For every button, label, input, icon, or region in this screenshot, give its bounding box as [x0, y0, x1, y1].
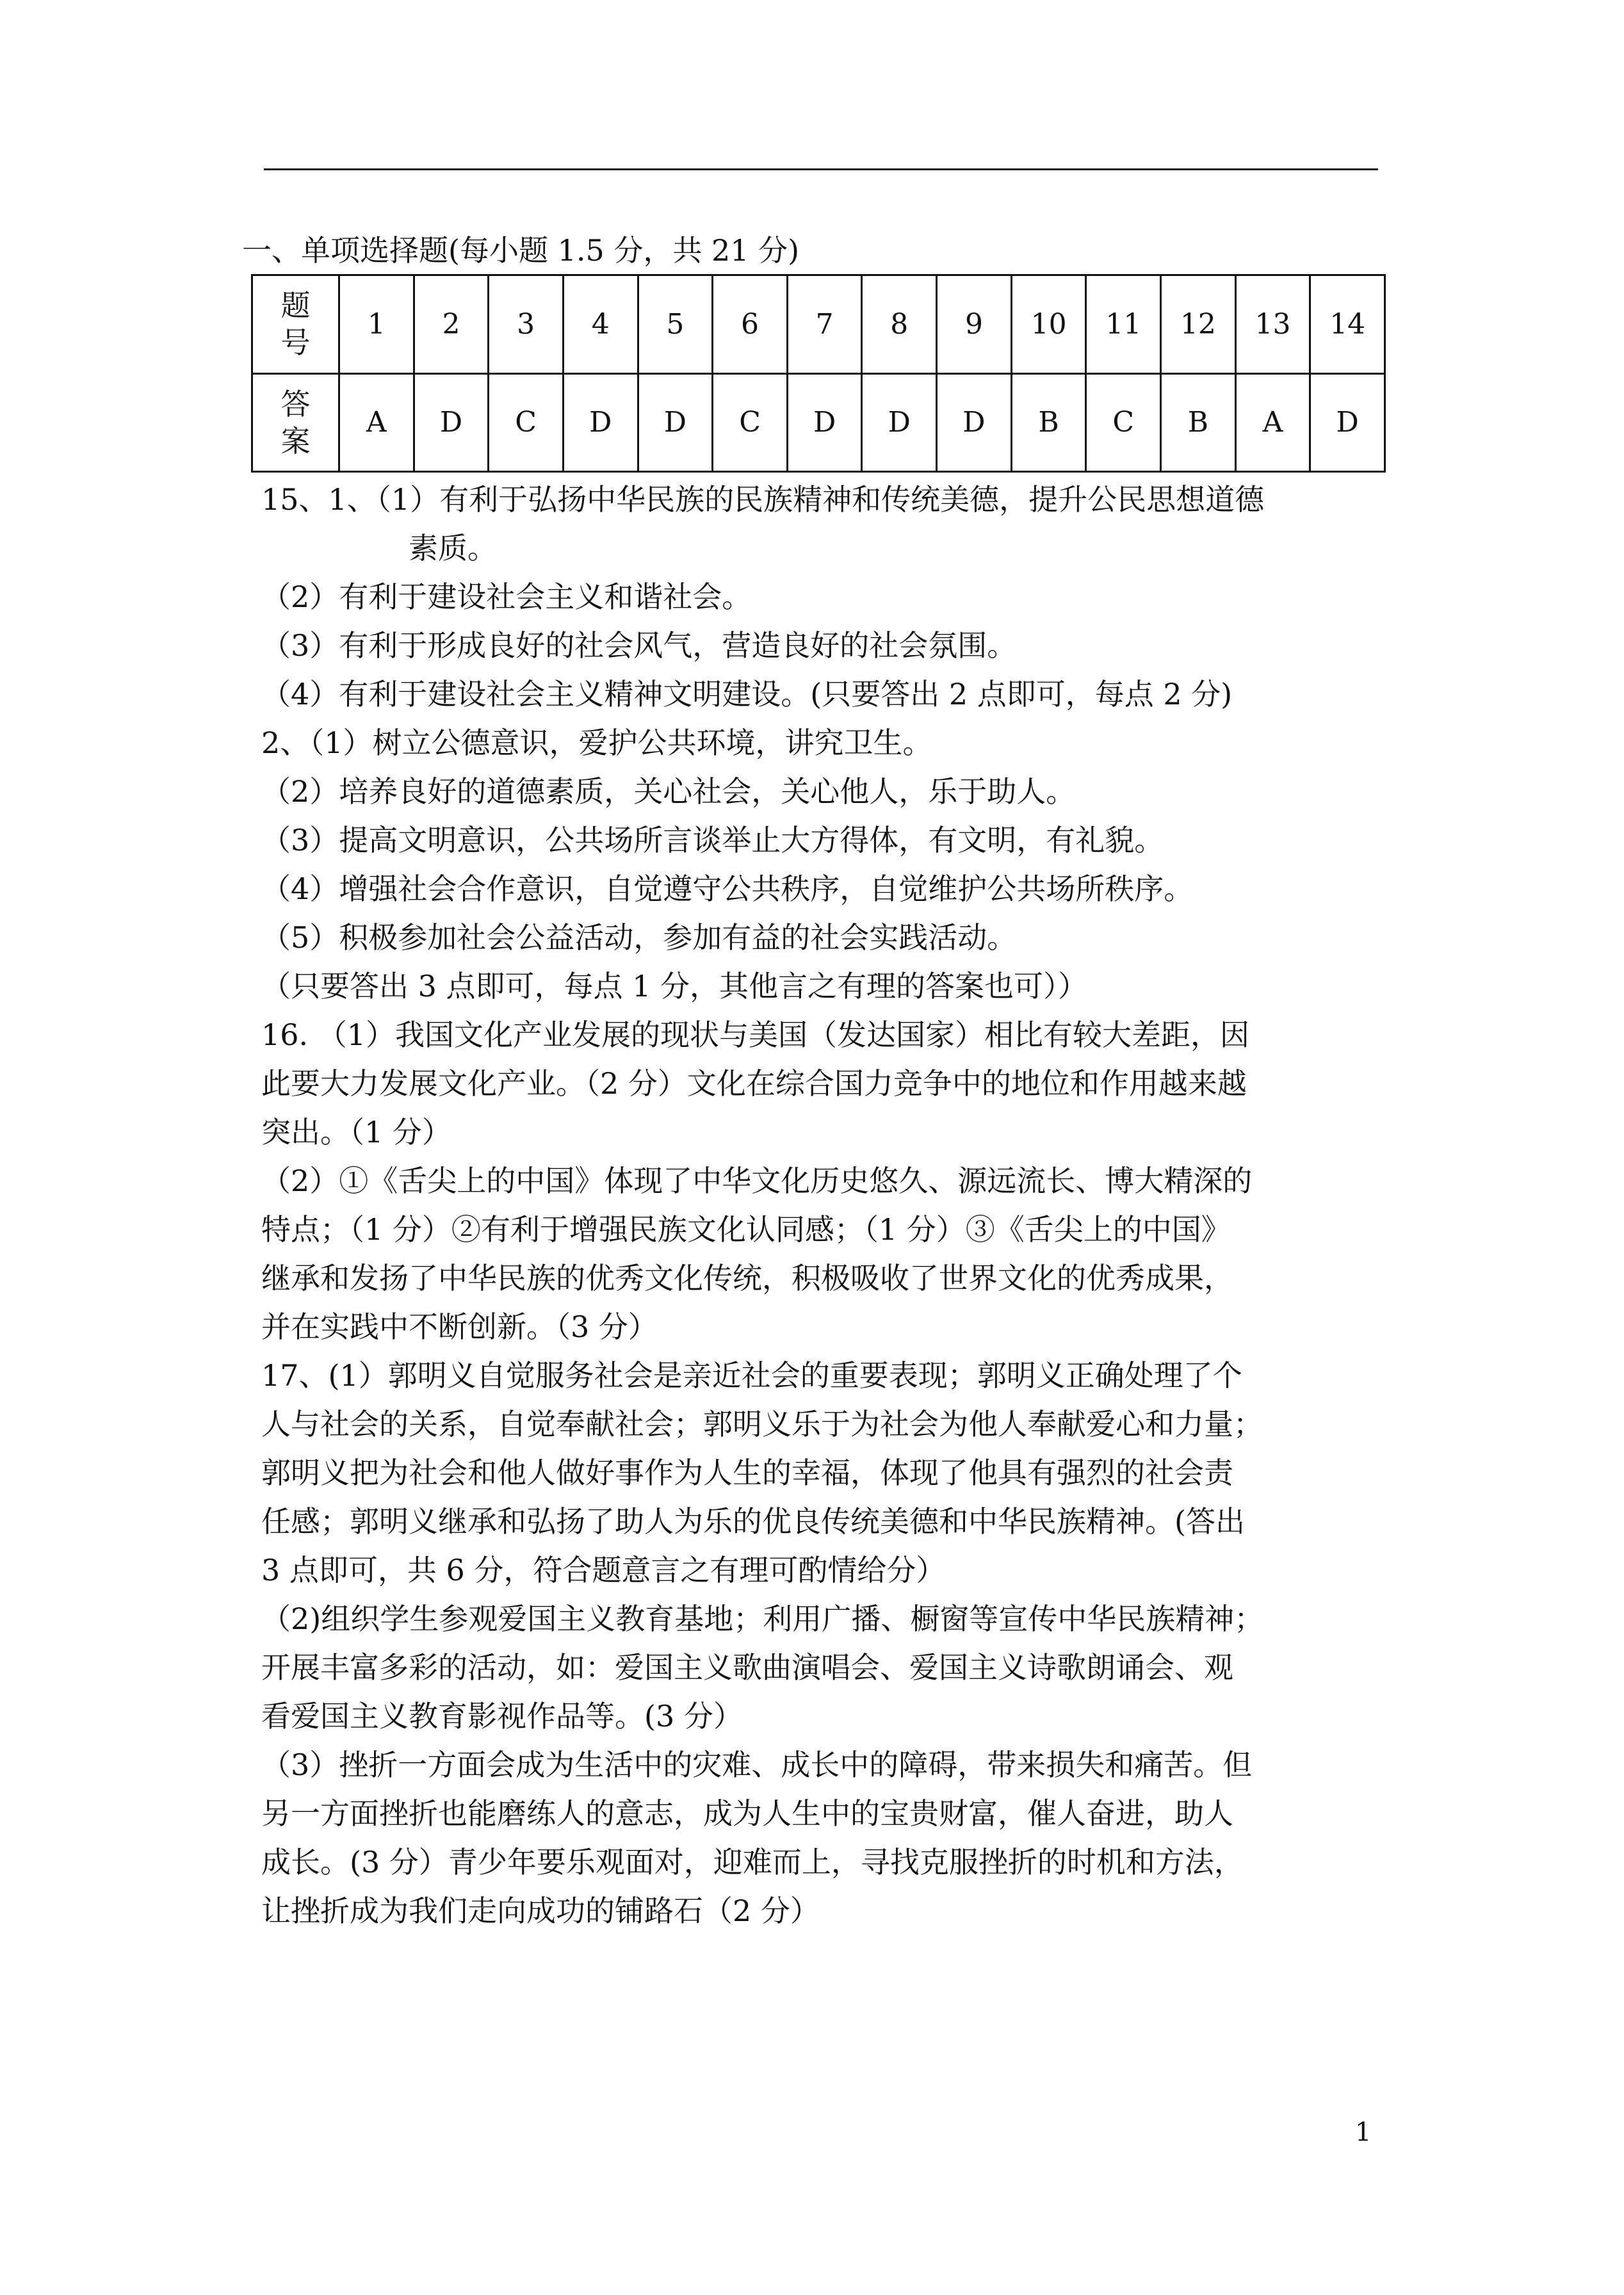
question-number-cell: 10 — [1011, 275, 1086, 374]
text-line: （4）有利于建设社会主义精神文明建设。(只要答出 2 点即可，每点 2 分) — [261, 677, 1233, 711]
answer-cell: C — [1086, 373, 1161, 472]
page-number: 1 — [1355, 2118, 1372, 2147]
text-line: 另一方面挫折也能磨练人的意志，成为人生中的宝贵财富，催人奋进，助人 — [261, 1796, 1233, 1831]
text-line: 人与社会的关系，自觉奉献社会；郭明义乐于为社会为他人奉献爱心和力量； — [261, 1407, 1263, 1441]
text-line: 17、(1）郭明义自觉服务社会是亲近社会的重要表现；郭明义正确处理了个 — [261, 1358, 1242, 1393]
row-header-char: 答 — [280, 386, 311, 421]
question-number-cell: 12 — [1161, 275, 1236, 374]
answer-cell: A — [1235, 373, 1310, 472]
text-line: （2)组织学生参观爱国主义教育基地；利用广播、橱窗等宣传中华民族精神； — [261, 1602, 1264, 1636]
answer-cell: B — [1011, 373, 1086, 472]
answer-table — [251, 274, 1386, 473]
question-number-cell: 7 — [787, 275, 862, 374]
question-number-cell: 2 — [414, 275, 489, 374]
row-header-char: 案 — [280, 423, 311, 458]
answer-cell: D — [1310, 373, 1385, 472]
text-line: 2、（1）树立公德意识，爱护公共环境，讲究卫生。 — [261, 726, 932, 760]
question-number-cell: 1 — [339, 275, 414, 374]
text-line: 让挫折成为我们走向成功的铺路石（2 分） — [261, 1894, 820, 1928]
text-line: 素质。 — [261, 531, 497, 565]
answer-row — [252, 373, 1385, 472]
text-line: （5）积极参加社会公益活动，参加有益的社会实践活动。 — [261, 920, 1017, 955]
text-line: 特点；（1 分）②有利于增强民族文化认同感；（1 分）③《舌尖上的中国》 — [261, 1212, 1231, 1247]
text-line: （4）增强社会合作意识，自觉遵守公共秩序，自觉维护公共场所秩序。 — [261, 872, 1194, 906]
answer-cell: D — [862, 373, 937, 472]
question-number-cell: 13 — [1235, 275, 1310, 374]
question-number-row — [252, 275, 1385, 374]
text-line: 突出。（1 分） — [261, 1115, 451, 1149]
text-line: 成长。(3 分）青少年要乐观面对，迎难而上，寻找克服挫折的时机和方法， — [261, 1845, 1244, 1879]
text-line: 并在实践中不断创新。（3 分） — [261, 1310, 658, 1344]
answer-cell: C — [489, 373, 564, 472]
text-line: 此要大力发展文化产业。（2 分）文化在综合国力竞争中的地位和作用越来越 — [261, 1066, 1247, 1101]
answer-text-q16 — [261, 1010, 1388, 1351]
answer-cell: A — [339, 373, 414, 472]
answer-cell: D — [563, 373, 638, 472]
question-number-cell: 5 — [638, 275, 713, 374]
text-line: （只要答出 3 点即可，每点 1 分，其他言之有理的答案也可）） — [261, 969, 1088, 1003]
question-number-cell: 6 — [713, 275, 788, 374]
question-number-cell: 11 — [1086, 275, 1161, 374]
text-line: （2）培养良好的道德素质，关心社会，关心他人，乐于助人。 — [261, 774, 1076, 809]
text-line: （2）有利于建设社会主义和谐社会。 — [261, 580, 752, 614]
row-header-answer — [252, 373, 339, 472]
question-number-cell: 8 — [862, 275, 937, 374]
row-header-char: 号 — [280, 325, 311, 361]
text-line: 15、1、（1）有利于弘扬中华民族的民族精神和传统美德，提升公民思想道德 — [261, 482, 1265, 517]
answer-text-q17 — [261, 1351, 1388, 1935]
answer-cell: C — [713, 373, 788, 472]
text-line: （3）有利于形成良好的社会风气，营造良好的社会氛围。 — [261, 628, 1017, 663]
answer-cell: D — [638, 373, 713, 472]
text-line: （3）提高文明意识，公共场所言谈举止大方得体，有文明，有礼貌。 — [261, 823, 1164, 857]
text-line: 郭明义把为社会和他人做好事作为人生的幸福，体现了他具有强烈的社会责 — [261, 1456, 1233, 1490]
question-number-cell: 4 — [563, 275, 638, 374]
answer-cell: D — [937, 373, 1012, 472]
text-line: 开展丰富多彩的活动，如：爱国主义歌曲演唱会、爱国主义诗歌朗诵会、观 — [261, 1650, 1233, 1685]
text-line: （3）挫折一方面会成为生活中的灾难、成长中的障碍，带来损失和痛苦。但 — [261, 1748, 1253, 1782]
text-line: 看爱国主义教育影视作品等。(3 分） — [261, 1699, 743, 1733]
row-header-char: 题 — [280, 288, 311, 323]
row-header-number — [252, 275, 339, 374]
answer-cell: D — [787, 373, 862, 472]
text-line: （2）①《舌尖上的中国》体现了中华文化历史悠久、源远流长、博大精深的 — [261, 1164, 1253, 1198]
text-line: 3 点即可，共 6 分，符合题意言之有理可酌情给分） — [261, 1553, 946, 1587]
answer-cell: D — [414, 373, 489, 472]
question-number-cell: 3 — [489, 275, 564, 374]
text-line: 继承和发扬了中华民族的优秀文化传统，积极吸收了世界文化的优秀成果， — [261, 1261, 1233, 1295]
question-number-cell: 14 — [1310, 275, 1385, 374]
question-number-cell: 9 — [937, 275, 1012, 374]
answer-cell: B — [1161, 373, 1236, 472]
section-title: 一、单项选择题(每小题 1.5 分，共 21 分) — [242, 233, 800, 268]
answer-text-q15 — [261, 475, 1388, 1010]
text-line: 任感；郭明义继承和弘扬了助人为乐的优良传统美德和中华民族精神。(答出 — [261, 1504, 1245, 1539]
text-line: 16. （1）我国文化产业发展的现状与美国（发达国家）相比有较大差距，因 — [261, 1018, 1250, 1052]
header-rule — [264, 168, 1378, 170]
